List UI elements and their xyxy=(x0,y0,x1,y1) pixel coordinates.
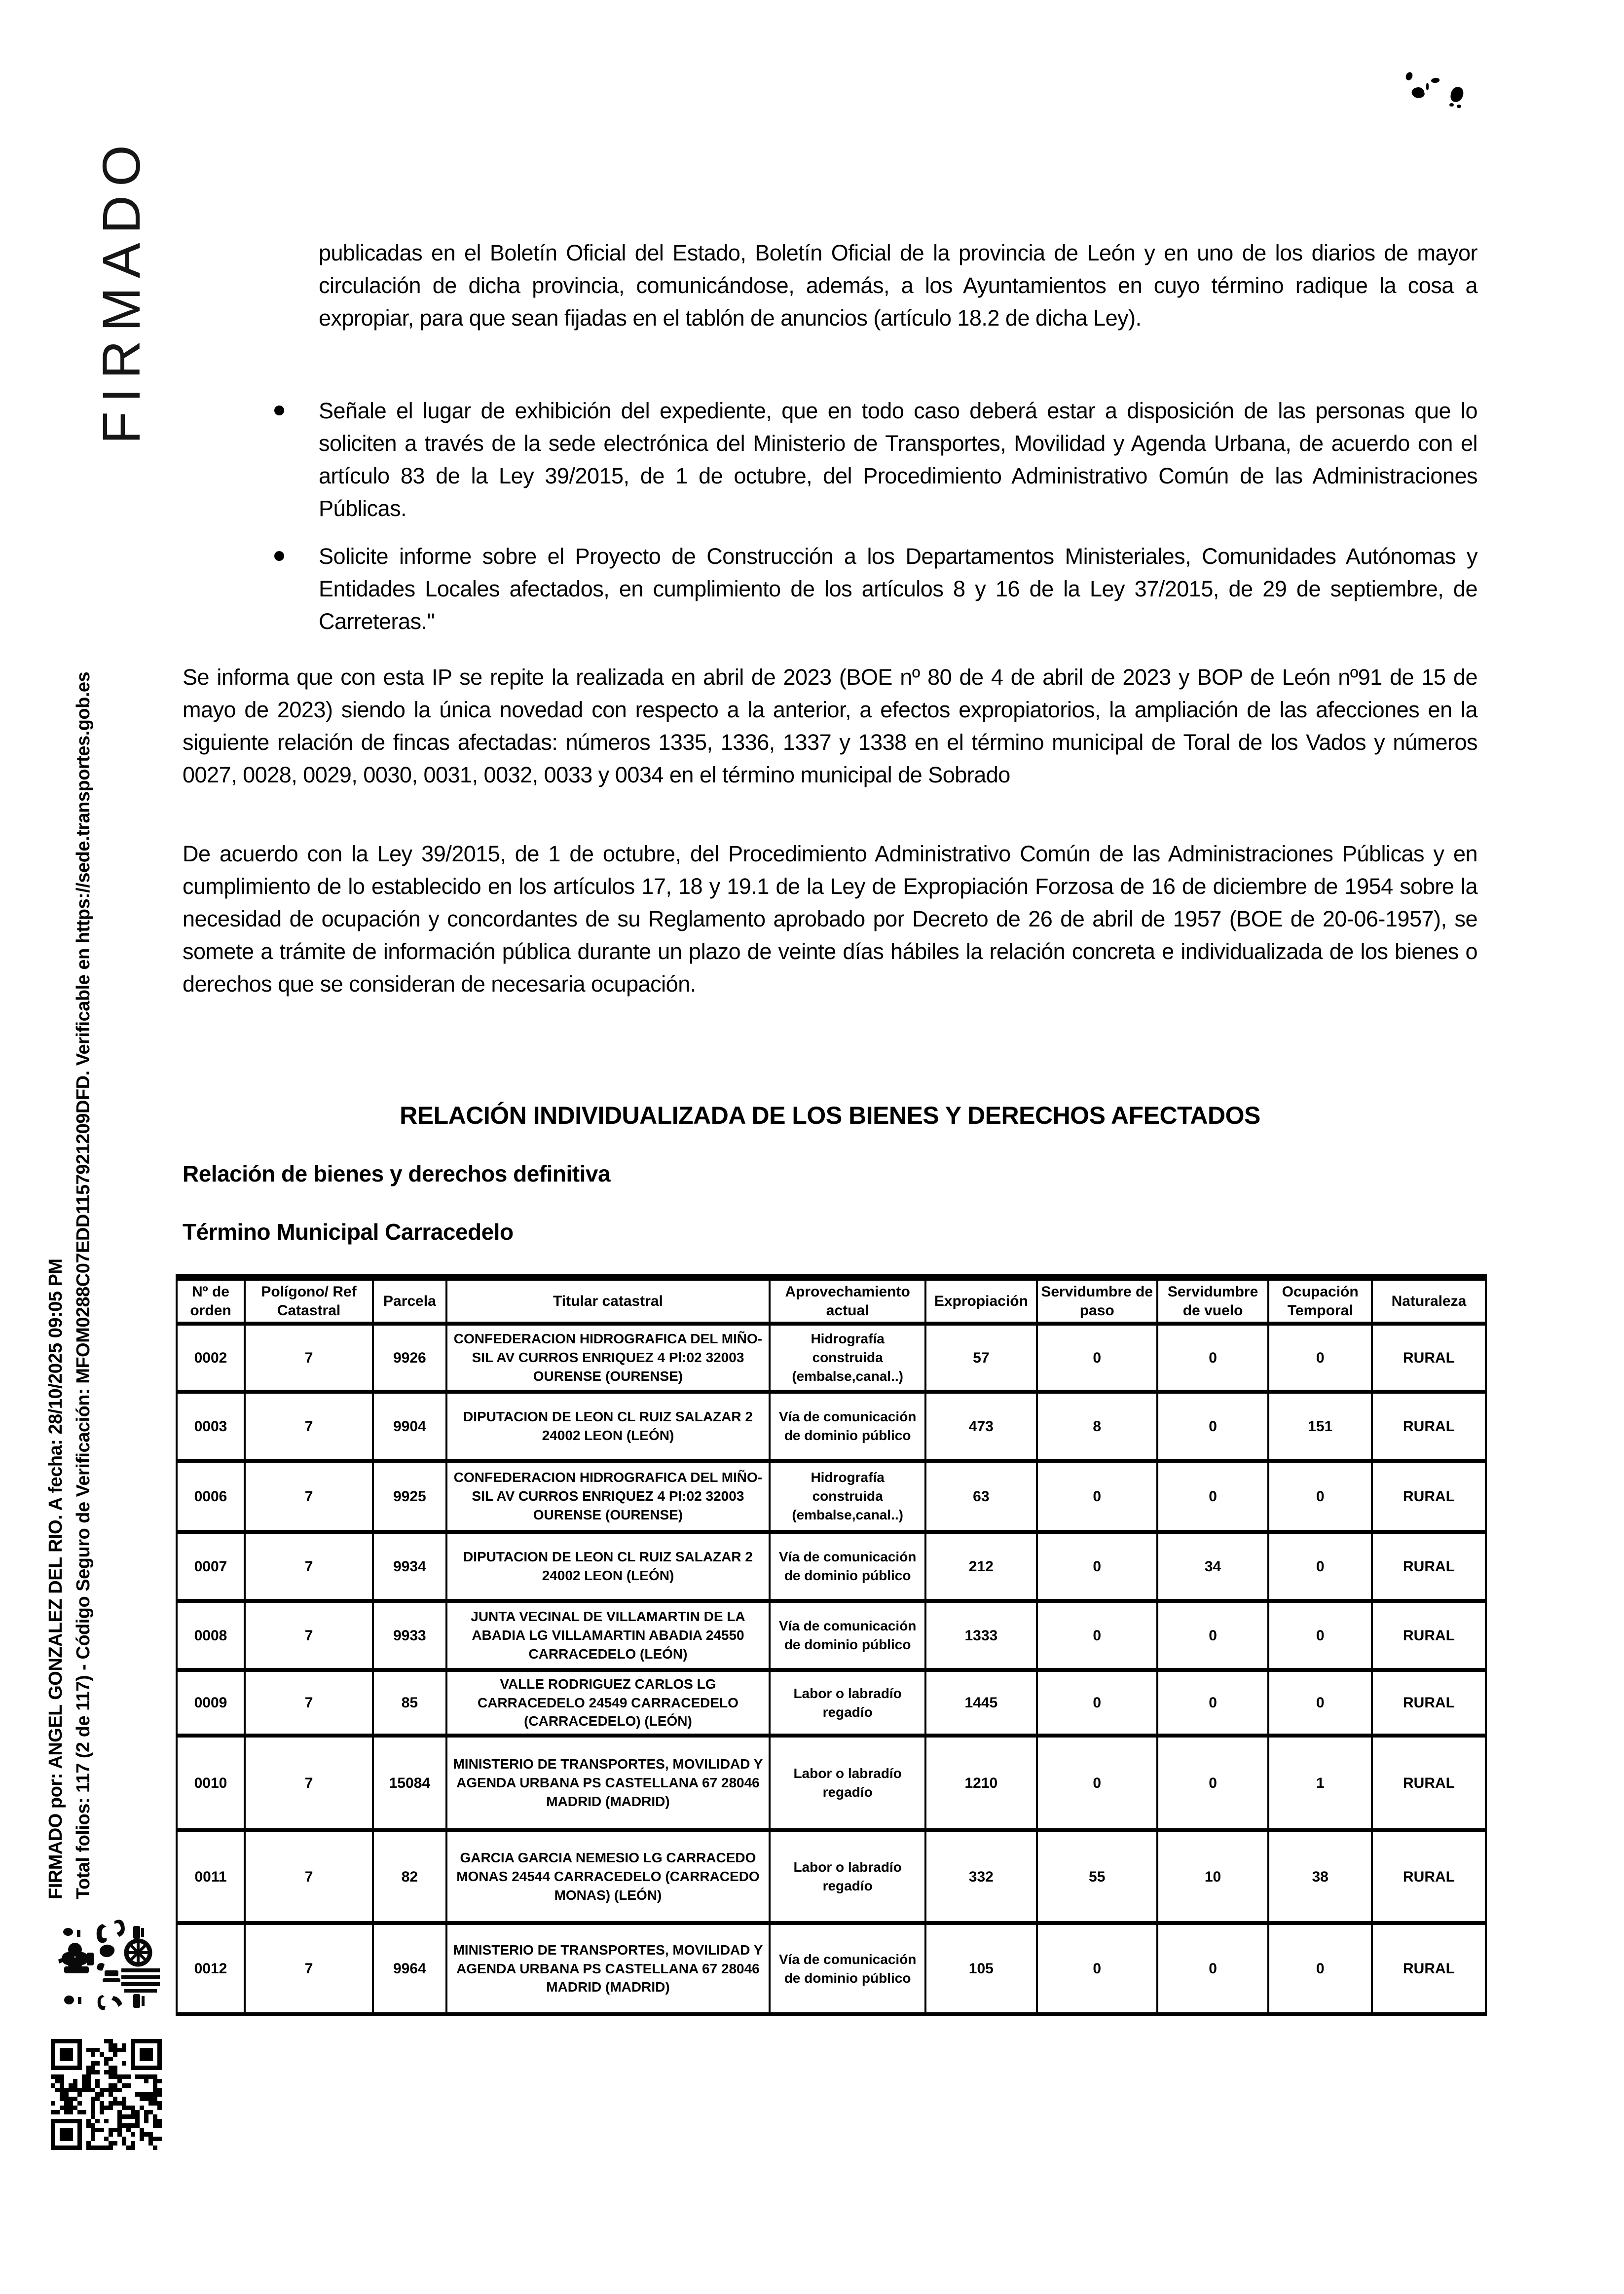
table-cell: RURAL xyxy=(1372,1736,1486,1830)
ink-dot xyxy=(1426,83,1429,90)
table-cell: 0007 xyxy=(177,1532,245,1601)
table-cell: 0 xyxy=(1157,1601,1269,1670)
table-cell: 1333 xyxy=(925,1601,1037,1670)
ink-dot xyxy=(1450,86,1465,103)
bullet-item-exhibicion: Señale el lugar de exhibición del expediente, que en todo caso deberá estar a disposición de las personas que lo soliciten a través de la sede electrónica del Ministerio de Transportes, Movilidad y Agenda Urbana, de acuerdo con el artículo 83 de la Ley 39/2015, de 1 de octubre, del Procedimiento Administrativo Común de las Administraciones Públicas. xyxy=(319,398,1477,521)
table-cell: 15084 xyxy=(373,1736,446,1830)
table-cell: Vía de comunicación de dominio público xyxy=(770,1532,925,1601)
column-header: Naturaleza xyxy=(1372,1277,1486,1324)
table-cell: 10 xyxy=(1157,1830,1269,1923)
table-cell: 1 xyxy=(1268,1736,1372,1830)
table-cell: 0 xyxy=(1268,1324,1372,1392)
table-cell: 7 xyxy=(245,1601,373,1670)
table-cell: JUNTA VECINAL DE VILLAMARTIN DE LA ABADIA LG VILLAMARTIN ABADIA 24550 CARRACEDELO (LEÓN) xyxy=(446,1601,770,1670)
table-cell: RURAL xyxy=(1372,1324,1486,1392)
table-cell: Vía de comunicación de dominio público xyxy=(770,1601,925,1670)
table-cell: RURAL xyxy=(1372,1392,1486,1461)
table-cell: 0 xyxy=(1157,1923,1269,2014)
paragraph-se-informa: Se informa que con esta IP se repite la realizada en abril de 2023 (BOE nº 80 de 4 de abril de 2023 y BOP de León nº91 de 15 de mayo de 2023) siendo la única novedad con respecto a la anterior, a efectos expropiatorios, la ampliación de las afecciones en la siguiente relación de fincas afectadas: números 1335, 1336, 1337 y 1338 en el término municipal de Toral de los Vados y números 0027, 0028, 0029, 0030, 0031, 0032, 0033 y 0034 en el término municipal de Sobrado xyxy=(183,665,1477,787)
ink-dot xyxy=(1411,86,1426,99)
table-cell: 7 xyxy=(245,1830,373,1923)
table-cell: 0003 xyxy=(177,1392,245,1461)
table-cell: 0 xyxy=(1268,1461,1372,1532)
table-cell: 0 xyxy=(1268,1532,1372,1601)
table-cell: CONFEDERACION HIDROGRAFICA DEL MIÑO-SIL AV CURROS ENRIQUEZ 4 Pl:02 32003 OURENSE (OURENSE) xyxy=(446,1461,770,1532)
column-header: Titular catastral xyxy=(446,1277,770,1324)
table-cell: 7 xyxy=(245,1670,373,1736)
table-cell: 1210 xyxy=(925,1736,1037,1830)
table-cell: 0012 xyxy=(177,1923,245,2014)
table-cell: 0 xyxy=(1157,1324,1269,1392)
table-cell: RURAL xyxy=(1372,1532,1486,1601)
coat-of-arms-stamp xyxy=(55,1917,174,2018)
paragraph-de-acuerdo: De acuerdo con la Ley 39/2015, de 1 de octubre, del Procedimiento Administrativo Común de las Administraciones Públicas y en cumplimiento de lo establecido en los artículos 17, 18 y 19.1 de la Ley de Expropiación Forzosa de 16 de diciembre de 1954 sobre la necesidad de ocupación y concordantes de su Reglamento aprobado por Decreto de 26 de abril de 1957 (BOE de 20-06-1957), se somete a trámite de información pública durante un plazo de veinte días hábiles la relación concreta e individualizada de los bienes o derechos que se consideran de necesaria ocupación. xyxy=(183,841,1477,997)
table-row xyxy=(177,1923,1486,2014)
table-cell: 7 xyxy=(245,1532,373,1601)
table-cell: RURAL xyxy=(1372,1670,1486,1736)
table-row xyxy=(177,1736,1486,1830)
table-row xyxy=(177,1670,1486,1736)
table-cell: RURAL xyxy=(1372,1461,1486,1532)
table-cell: 7 xyxy=(245,1923,373,2014)
table-cell: Labor o labradío regadío xyxy=(770,1736,925,1830)
table-row xyxy=(177,1601,1486,1670)
table-cell: Hidrografía construida (embalse,canal..) xyxy=(770,1324,925,1392)
table-cell: 9964 xyxy=(373,1923,446,2014)
table-cell: VALLE RODRIGUEZ CARLOS LG CARRACEDELO 24549 CARRACEDELO (CARRACEDELO) (LEÓN) xyxy=(446,1670,770,1736)
column-header: Ocupación Temporal xyxy=(1268,1277,1372,1324)
table-cell: GARCIA GARCIA NEMESIO LG CARRACEDO MONAS 24544 CARRACEDELO (CARRACEDO MONAS) (LEÓN) xyxy=(446,1830,770,1923)
table-cell: 0002 xyxy=(177,1324,245,1392)
relation-subtitle: Relación de bienes y derechos definitiva xyxy=(183,1161,611,1186)
table-cell: 9904 xyxy=(373,1392,446,1461)
table-cell: Hidrografía construida (embalse,canal..) xyxy=(770,1461,925,1532)
table-row xyxy=(177,1392,1486,1461)
table-cell: 34 xyxy=(1157,1532,1269,1601)
table-cell: 63 xyxy=(925,1461,1037,1532)
table-cell: Labor o labradío regadío xyxy=(770,1830,925,1923)
column-header: Servidumbre de paso xyxy=(1037,1277,1157,1324)
table-cell: Vía de comunicación de dominio público xyxy=(770,1392,925,1461)
table-cell: 9933 xyxy=(373,1601,446,1670)
table-cell: 105 xyxy=(925,1923,1037,2014)
table-cell: 9934 xyxy=(373,1532,446,1601)
table-cell: 55 xyxy=(1037,1830,1157,1923)
table-cell: DIPUTACION DE LEON CL RUIZ SALAZAR 2 24002 LEON (LEÓN) xyxy=(446,1532,770,1601)
table-cell: 212 xyxy=(925,1532,1037,1601)
table-cell: Vía de comunicación de dominio público xyxy=(770,1923,925,2014)
table-cell: 0 xyxy=(1268,1670,1372,1736)
table-cell: 7 xyxy=(245,1461,373,1532)
table-cell: MINISTERIO DE TRANSPORTES, MOVILIDAD Y AGENDA URBANA PS CASTELLANA 67 28046 MADRID (MADRID) xyxy=(446,1923,770,2014)
table-cell: RURAL xyxy=(1372,1601,1486,1670)
table-cell: 9925 xyxy=(373,1461,446,1532)
column-header: Aprovechamiento actual xyxy=(770,1277,925,1324)
column-header: Parcela xyxy=(373,1277,446,1324)
table-cell: 82 xyxy=(373,1830,446,1923)
table-cell: 0 xyxy=(1037,1532,1157,1601)
qr-code xyxy=(51,2039,166,2154)
table-row xyxy=(177,1324,1486,1392)
table-cell: 0 xyxy=(1157,1461,1269,1532)
table-cell: 0 xyxy=(1157,1670,1269,1736)
table-row xyxy=(177,1461,1486,1532)
table-cell: 151 xyxy=(1268,1392,1372,1461)
section-title: RELACIÓN INDIVIDUALIZADA DE LOS BIENES Y DERECHOS AFECTADOS xyxy=(400,1102,1260,1129)
table-cell: 57 xyxy=(925,1324,1037,1392)
table-row xyxy=(177,1532,1486,1601)
affected-assets-table xyxy=(176,1274,1487,2016)
table-cell: 7 xyxy=(245,1392,373,1461)
ink-dot xyxy=(1449,103,1454,107)
table-row xyxy=(177,1830,1486,1923)
table-cell: 0 xyxy=(1037,1736,1157,1830)
table-cell: 0 xyxy=(1037,1670,1157,1736)
table-cell: 0 xyxy=(1157,1392,1269,1461)
table-cell: 0011 xyxy=(177,1830,245,1923)
table-cell: 0 xyxy=(1037,1601,1157,1670)
table-cell: 0006 xyxy=(177,1461,245,1532)
table-cell: RURAL xyxy=(1372,1923,1486,2014)
table-cell: 0 xyxy=(1157,1736,1269,1830)
table-cell: CONFEDERACION HIDROGRAFICA DEL MIÑO-SIL AV CURROS ENRIQUEZ 4 Pl:02 32003 OURENSE (OURENSE) xyxy=(446,1324,770,1392)
table-cell: 9926 xyxy=(373,1324,446,1392)
signature-line-signer: FIRMADO por: ANGEL GONZALEZ DEL RIO. A fecha: 28/10/2025 09:05 PM xyxy=(45,1258,66,1899)
column-header: Expropiación xyxy=(925,1277,1037,1324)
bullet-dot xyxy=(274,551,284,561)
table-cell: 38 xyxy=(1268,1830,1372,1923)
table-cell: 1445 xyxy=(925,1670,1037,1736)
table-cell: 7 xyxy=(245,1324,373,1392)
table-cell: 7 xyxy=(245,1736,373,1830)
table-cell: 8 xyxy=(1037,1392,1157,1461)
table-cell: 0 xyxy=(1037,1461,1157,1532)
column-header: Polígono/ Ref Catastral xyxy=(245,1277,373,1324)
ink-dot xyxy=(1404,71,1413,81)
table-cell: 0 xyxy=(1268,1923,1372,2014)
municipality-heading: Término Municipal Carracedelo xyxy=(183,1219,514,1245)
table-cell: 473 xyxy=(925,1392,1037,1461)
affected-assets-table-wrap xyxy=(176,1274,1487,2016)
firmado-stamp-text: FIRMADO xyxy=(91,136,151,444)
table-cell: Labor o labradío regadío xyxy=(770,1670,925,1736)
paragraph-continuation: publicadas en el Boletín Oficial del Estado, Boletín Oficial de la provincia de León y en uno de los diarios de mayor circulación de dicha provincia, comunicándose, además, a los Ayuntamientos en cuyo término radique la cosa a expropiar, para que sean fijadas en el tablón de anuncios (artículo 18.2 de dicha Ley). xyxy=(319,240,1477,331)
table-cell: 0 xyxy=(1268,1601,1372,1670)
bullet-item-informe: Solicite informe sobre el Proyecto de Construcción a los Departamentos Ministeriales, Comunidades Autónomas y Entidades Locales afectados, en cumplimiento de los artículos 8 y 16 de la Ley 37/2015, de 29 de septiembre, de Carreteras." xyxy=(319,544,1477,634)
ink-dot xyxy=(1431,78,1439,83)
ink-dot xyxy=(1457,105,1461,108)
table-header-row xyxy=(177,1277,1486,1324)
signature-line-verification: Total folios: 117 (2 de 117) - Código Seguro de Verificación: MFOM0288C07EDD1157921209DFD. Verificable en https://sede.transportes.gob.es xyxy=(73,671,94,1899)
table-cell: 332 xyxy=(925,1830,1037,1923)
table-cell: 85 xyxy=(373,1670,446,1736)
table-cell: RURAL xyxy=(1372,1830,1486,1923)
table-cell: 0 xyxy=(1037,1324,1157,1392)
column-header: Nº de orden xyxy=(177,1277,245,1324)
table-cell: DIPUTACION DE LEON CL RUIZ SALAZAR 2 24002 LEON (LEÓN) xyxy=(446,1392,770,1461)
table-cell: 0009 xyxy=(177,1670,245,1736)
bullet-dot xyxy=(274,406,284,415)
column-header: Servidumbre de vuelo xyxy=(1157,1277,1269,1324)
table-cell: MINISTERIO DE TRANSPORTES, MOVILIDAD Y AGENDA URBANA PS CASTELLANA 67 28046 MADRID (MADRID) xyxy=(446,1736,770,1830)
table-cell: 0 xyxy=(1037,1923,1157,2014)
table-cell: 0010 xyxy=(177,1736,245,1830)
table-cell: 0008 xyxy=(177,1601,245,1670)
